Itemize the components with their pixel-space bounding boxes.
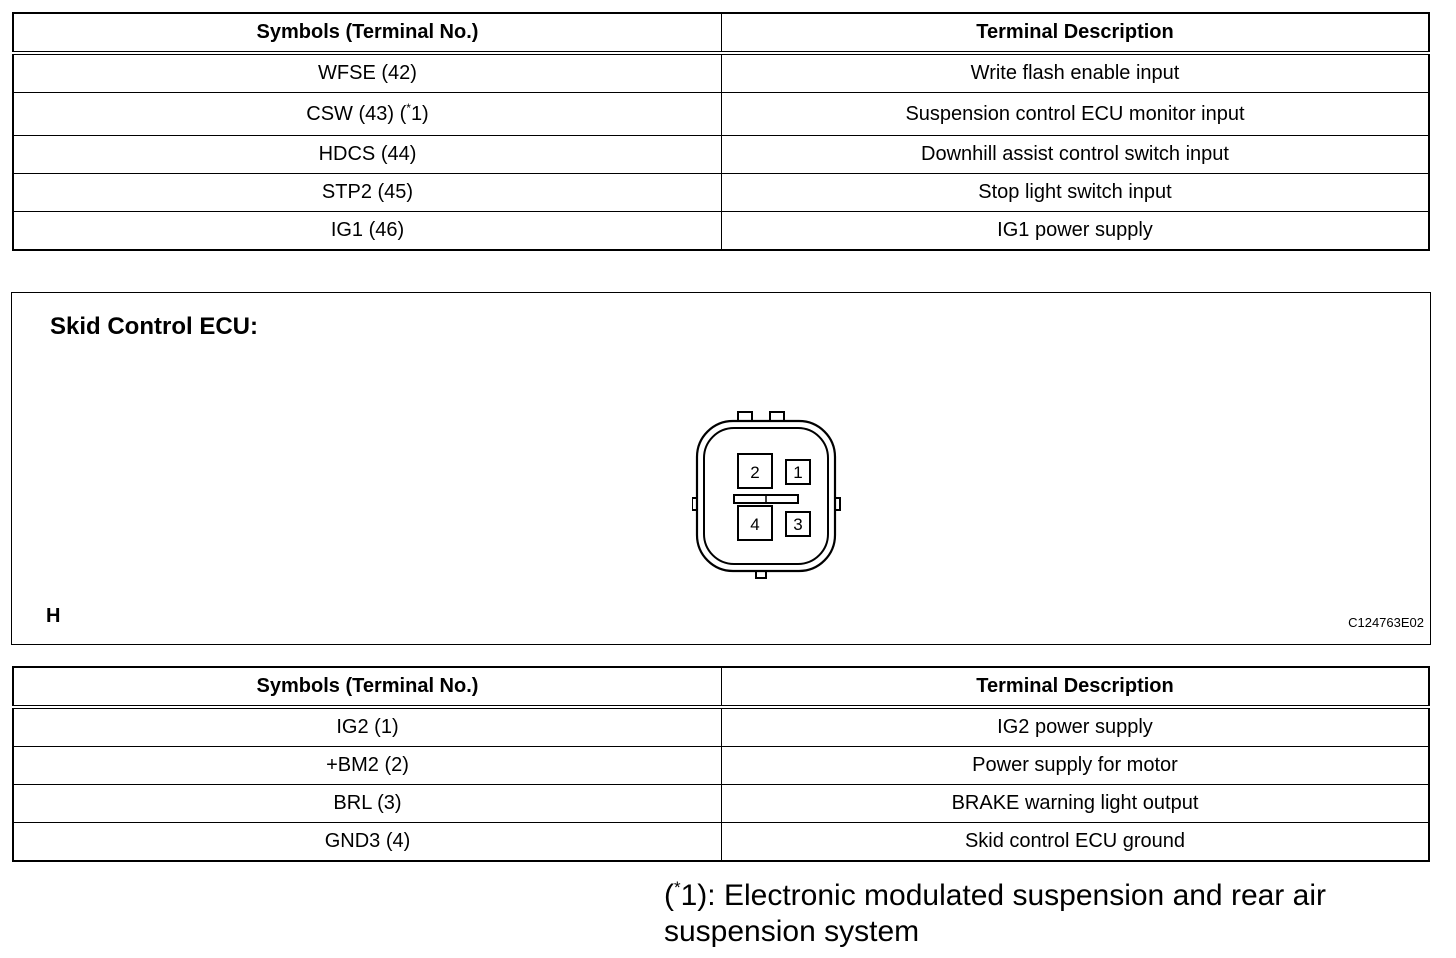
column-header-description: Terminal Description [722,667,1430,707]
column-header-description: Terminal Description [722,13,1430,53]
column-header-symbols: Symbols (Terminal No.) [13,13,722,53]
figure-code: C124763E02 [1348,615,1424,630]
symbol-suffix: 1) [410,102,429,125]
terminal-description: Write flash enable input [722,53,1430,93]
terminal-description: Stop light switch input [722,174,1430,212]
terminal-symbol: BRL (3) [13,785,722,823]
table-row [13,53,1429,93]
terminal-description: IG2 power supply [722,707,1430,747]
terminal-symbol: GND3 (4) [13,823,722,862]
skid-control-ecu-panel [11,292,1431,645]
table-header-row [13,13,1429,53]
footnote-text: 1): Electronic modulated suspension and rear air suspension system [664,879,1326,948]
footnote-marker: * [406,100,411,115]
terminal-symbol: +BM2 (2) [13,747,722,785]
column-header-symbols: Symbols (Terminal No.) [13,667,722,707]
terminal-symbol: IG1 (46) [13,212,722,251]
terminal-table-top [12,12,1430,251]
table-row [13,93,1429,136]
panel-title: Skid Control ECU: [50,313,258,340]
table-row [13,747,1429,785]
footnote [664,878,1424,950]
table-row [13,136,1429,174]
table-row [13,212,1429,251]
terminal-description: Skid control ECU ground [722,823,1430,862]
terminal-symbol [13,93,722,136]
terminal-symbol: STP2 (45) [13,174,722,212]
symbol-prefix: CSW (43) ( [306,102,407,125]
footnote-prefix: ( [664,879,674,912]
table-row [13,785,1429,823]
pin-3-label: 3 [793,515,803,534]
terminal-description: IG1 power supply [722,212,1430,251]
terminal-table-bottom [12,666,1430,862]
connector-letter: H [46,605,61,627]
table-row [13,174,1429,212]
terminal-description: Suspension control ECU monitor input [722,93,1430,136]
terminal-symbol: IG2 (1) [13,707,722,747]
table-row [13,707,1429,747]
footnote-marker: * [674,878,681,897]
pin-2-label: 2 [750,463,760,482]
table-header-row [13,667,1429,707]
terminal-symbol: HDCS (44) [13,136,722,174]
terminal-description: Power supply for motor [722,747,1430,785]
pin-1-label: 1 [793,463,803,482]
pin-4-label: 4 [750,515,760,534]
terminal-symbol: WFSE (42) [13,53,722,93]
terminal-description: Downhill assist control switch input [722,136,1430,174]
terminal-description: BRAKE warning light output [722,785,1430,823]
connector-diagram [692,408,852,588]
table-row [13,823,1429,862]
